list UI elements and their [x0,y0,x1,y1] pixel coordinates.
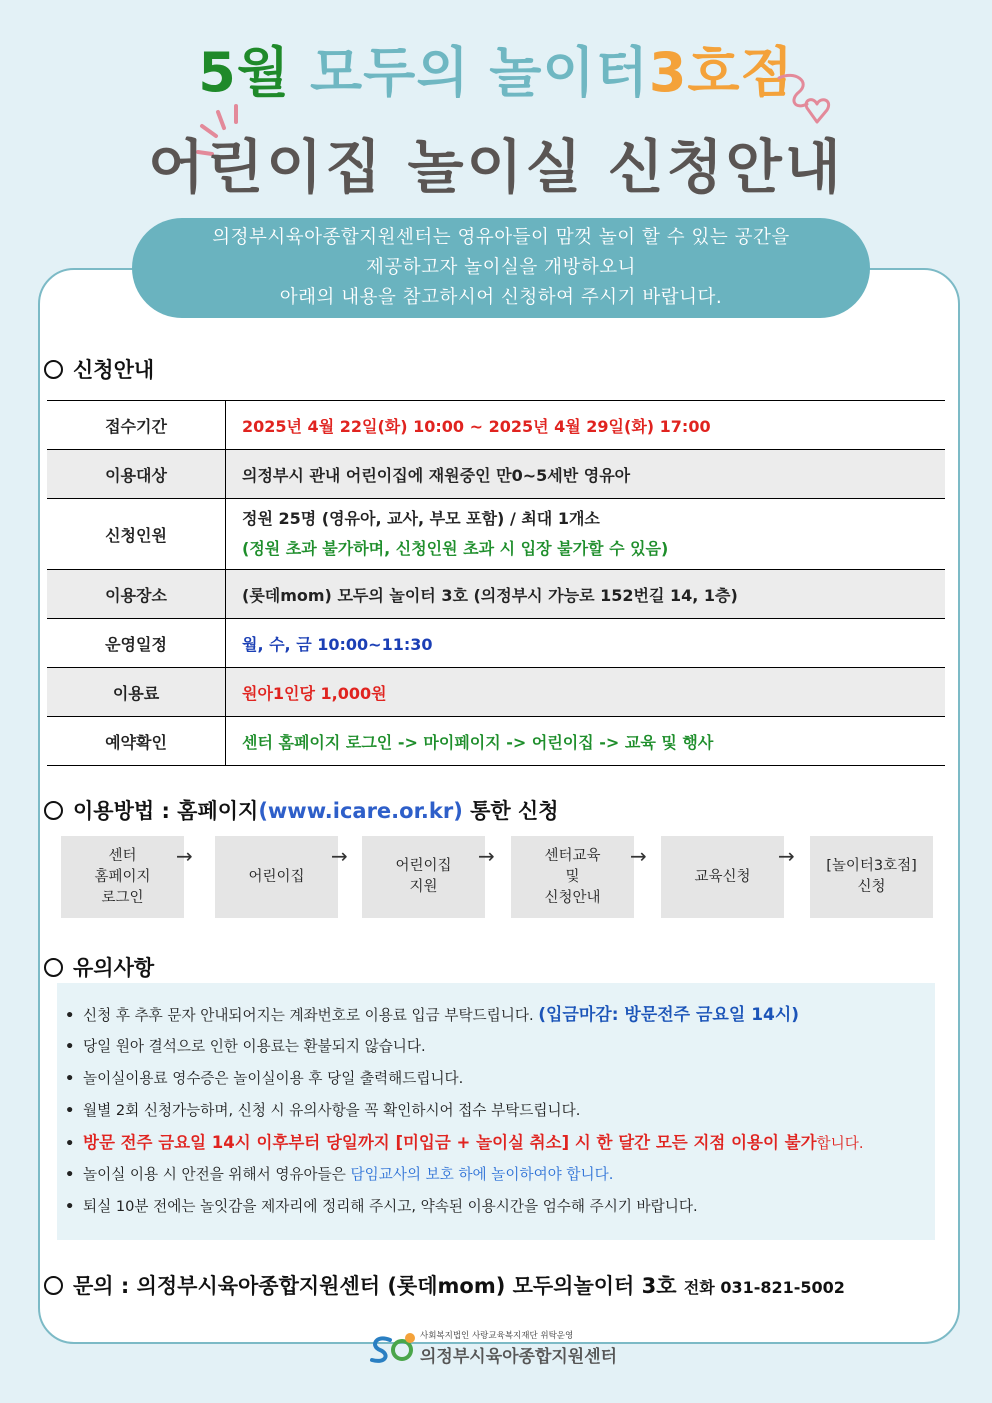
row-label: 이용장소 [47,570,226,619]
arrow-right-icon: → [331,844,348,868]
banner-line-2: 제공하고자 놀이실을 개방하오니 [366,257,636,278]
title-name: 모두의 놀이터 [310,41,649,104]
table-row [47,450,945,499]
info-table [47,400,945,766]
row-label: 예약확인 [47,717,226,766]
list-item: • 당일 원아 결석으로 인한 이용료는 환불되지 않습니다. [65,1038,426,1055]
title-month: 5월 [198,41,291,104]
row-label: 이용대상 [47,450,226,499]
circle-bullet-icon [44,1276,63,1295]
section-apply-heading: 신청안내 [44,354,154,384]
list-item: • 신청 후 추후 문자 안내되어지는 계좌번호로 이용료 입금 부탁드립니다. (입금마감: 방문전주 금요일 14시) [65,1005,800,1025]
flow-step-education-guide: 센터교육 및 신청안내 [511,836,634,918]
circle-bullet-icon [44,360,63,379]
row-note: (정원 초과 불가하며, 신청인원 초과 시 입장 불가할 수 있음) [242,539,669,558]
banner-line-1: 의정부시육아종합지원센터는 영유아들이 맘껏 놀이 할 수 있는 공간을 [212,227,790,248]
row-label: 접수기간 [47,401,226,450]
row-value: 센터 홈페이지 로그인 -> 마이페이지 -> 어린이집 -> 교육 및 행사 [226,717,946,766]
notes-box [57,983,935,1240]
arrow-right-icon: → [630,844,647,868]
table-row [47,668,945,717]
list-item: • 퇴실 10분 전에는 놀잇감을 제자리에 정리해 주시고, 약속된 이용시간을 엄수해 주시기 바랍니다. [65,1198,698,1215]
title-branch: 3호점 [648,41,794,104]
arrow-right-icon: → [778,844,795,868]
center-logo-icon [368,1330,420,1366]
flow-step-apply-playground: [놀이터3호점] 신청 [810,836,933,918]
footer-center-name: 의정부시육아종합지원센터 [420,1347,618,1367]
row-value: 2025년 4월 22일(화) 10:00 ~ 2025년 4월 29일(화) 17:00 [226,401,946,450]
list-item: • 놀이실이용료 영수증은 놀이실이용 후 당일 출력해드립니다. [65,1070,464,1087]
row-label: 신청인원 [47,499,226,570]
section-notes-heading: 유의사항 [44,952,154,982]
flow-step-login: 센터 홈페이지 로그인 [61,836,184,918]
footer-operator: 사회복지법인 사랑교육복지재단 위탁운영 [420,1331,574,1341]
flow-step-apply-education: 교육신청 [661,836,784,918]
contact-phone: 전화 031-821-5002 [683,1278,845,1297]
banner-line-3: 아래의 내용을 참고하시어 신청하여 주시기 바랍니다. [279,287,723,308]
list-item: • 방문 전주 금요일 14시 이후부터 당일까지 [미입금 + 놀이실 취소] 시 한 달간 모든 지점 이용이 불가합니다. [65,1133,864,1152]
row-value: 원아1인당 1,000원 [226,668,946,717]
arrow-right-icon: → [176,844,193,868]
circle-bullet-icon [44,958,63,977]
row-label: 이용료 [47,668,226,717]
row-label: 운영일정 [47,619,226,668]
row-value: 월, 수, 금 10:00~11:30 [226,619,946,668]
table-row [47,570,945,619]
page-subtitle: 어린이집 놀이실 신청안내 [148,133,844,201]
list-item: • 월별 2회 신청가능하며, 신청 시 유의사항을 꼭 확인하시어 접수 부탁드립니다. [65,1102,581,1119]
list-item: • 놀이실 이용 시 안전을 위해서 영유아들은 담임교사의 보호 하에 놀이하여야 합니다. [65,1166,614,1183]
row-value: 의정부시 관내 어린이집에 재원중인 만0~5세반 영유아 [226,450,946,499]
arrow-right-icon: → [478,844,495,868]
section-method-heading: 이용방법 : 홈페이지(www.icare.or.kr) 통한 신청 [44,795,559,825]
row-value: (롯데mom) 모두의 놀이터 3호 (의정부시 가능로 152번길 14, 1층) [226,570,946,619]
contact-line: 문의 : 의정부시육아종합지원센터 (롯데mom) 모두의놀이터 3호 전화 031-821-5002 [44,1270,845,1300]
homepage-url[interactable]: (www.icare.or.kr) [258,799,463,823]
page-title [0,30,992,107]
table-row [47,499,945,570]
table-row [47,401,945,450]
row-value: 정원 25명 (영유아, 교사, 부모 포함) / 최대 1개소 [242,509,600,528]
flow-step-daycare: 어린이집 [215,836,338,918]
flow-step-support: 어린이집 지원 [362,836,485,918]
table-row [47,619,945,668]
circle-bullet-icon [44,801,63,820]
intro-banner [132,218,870,318]
table-row [47,717,945,766]
